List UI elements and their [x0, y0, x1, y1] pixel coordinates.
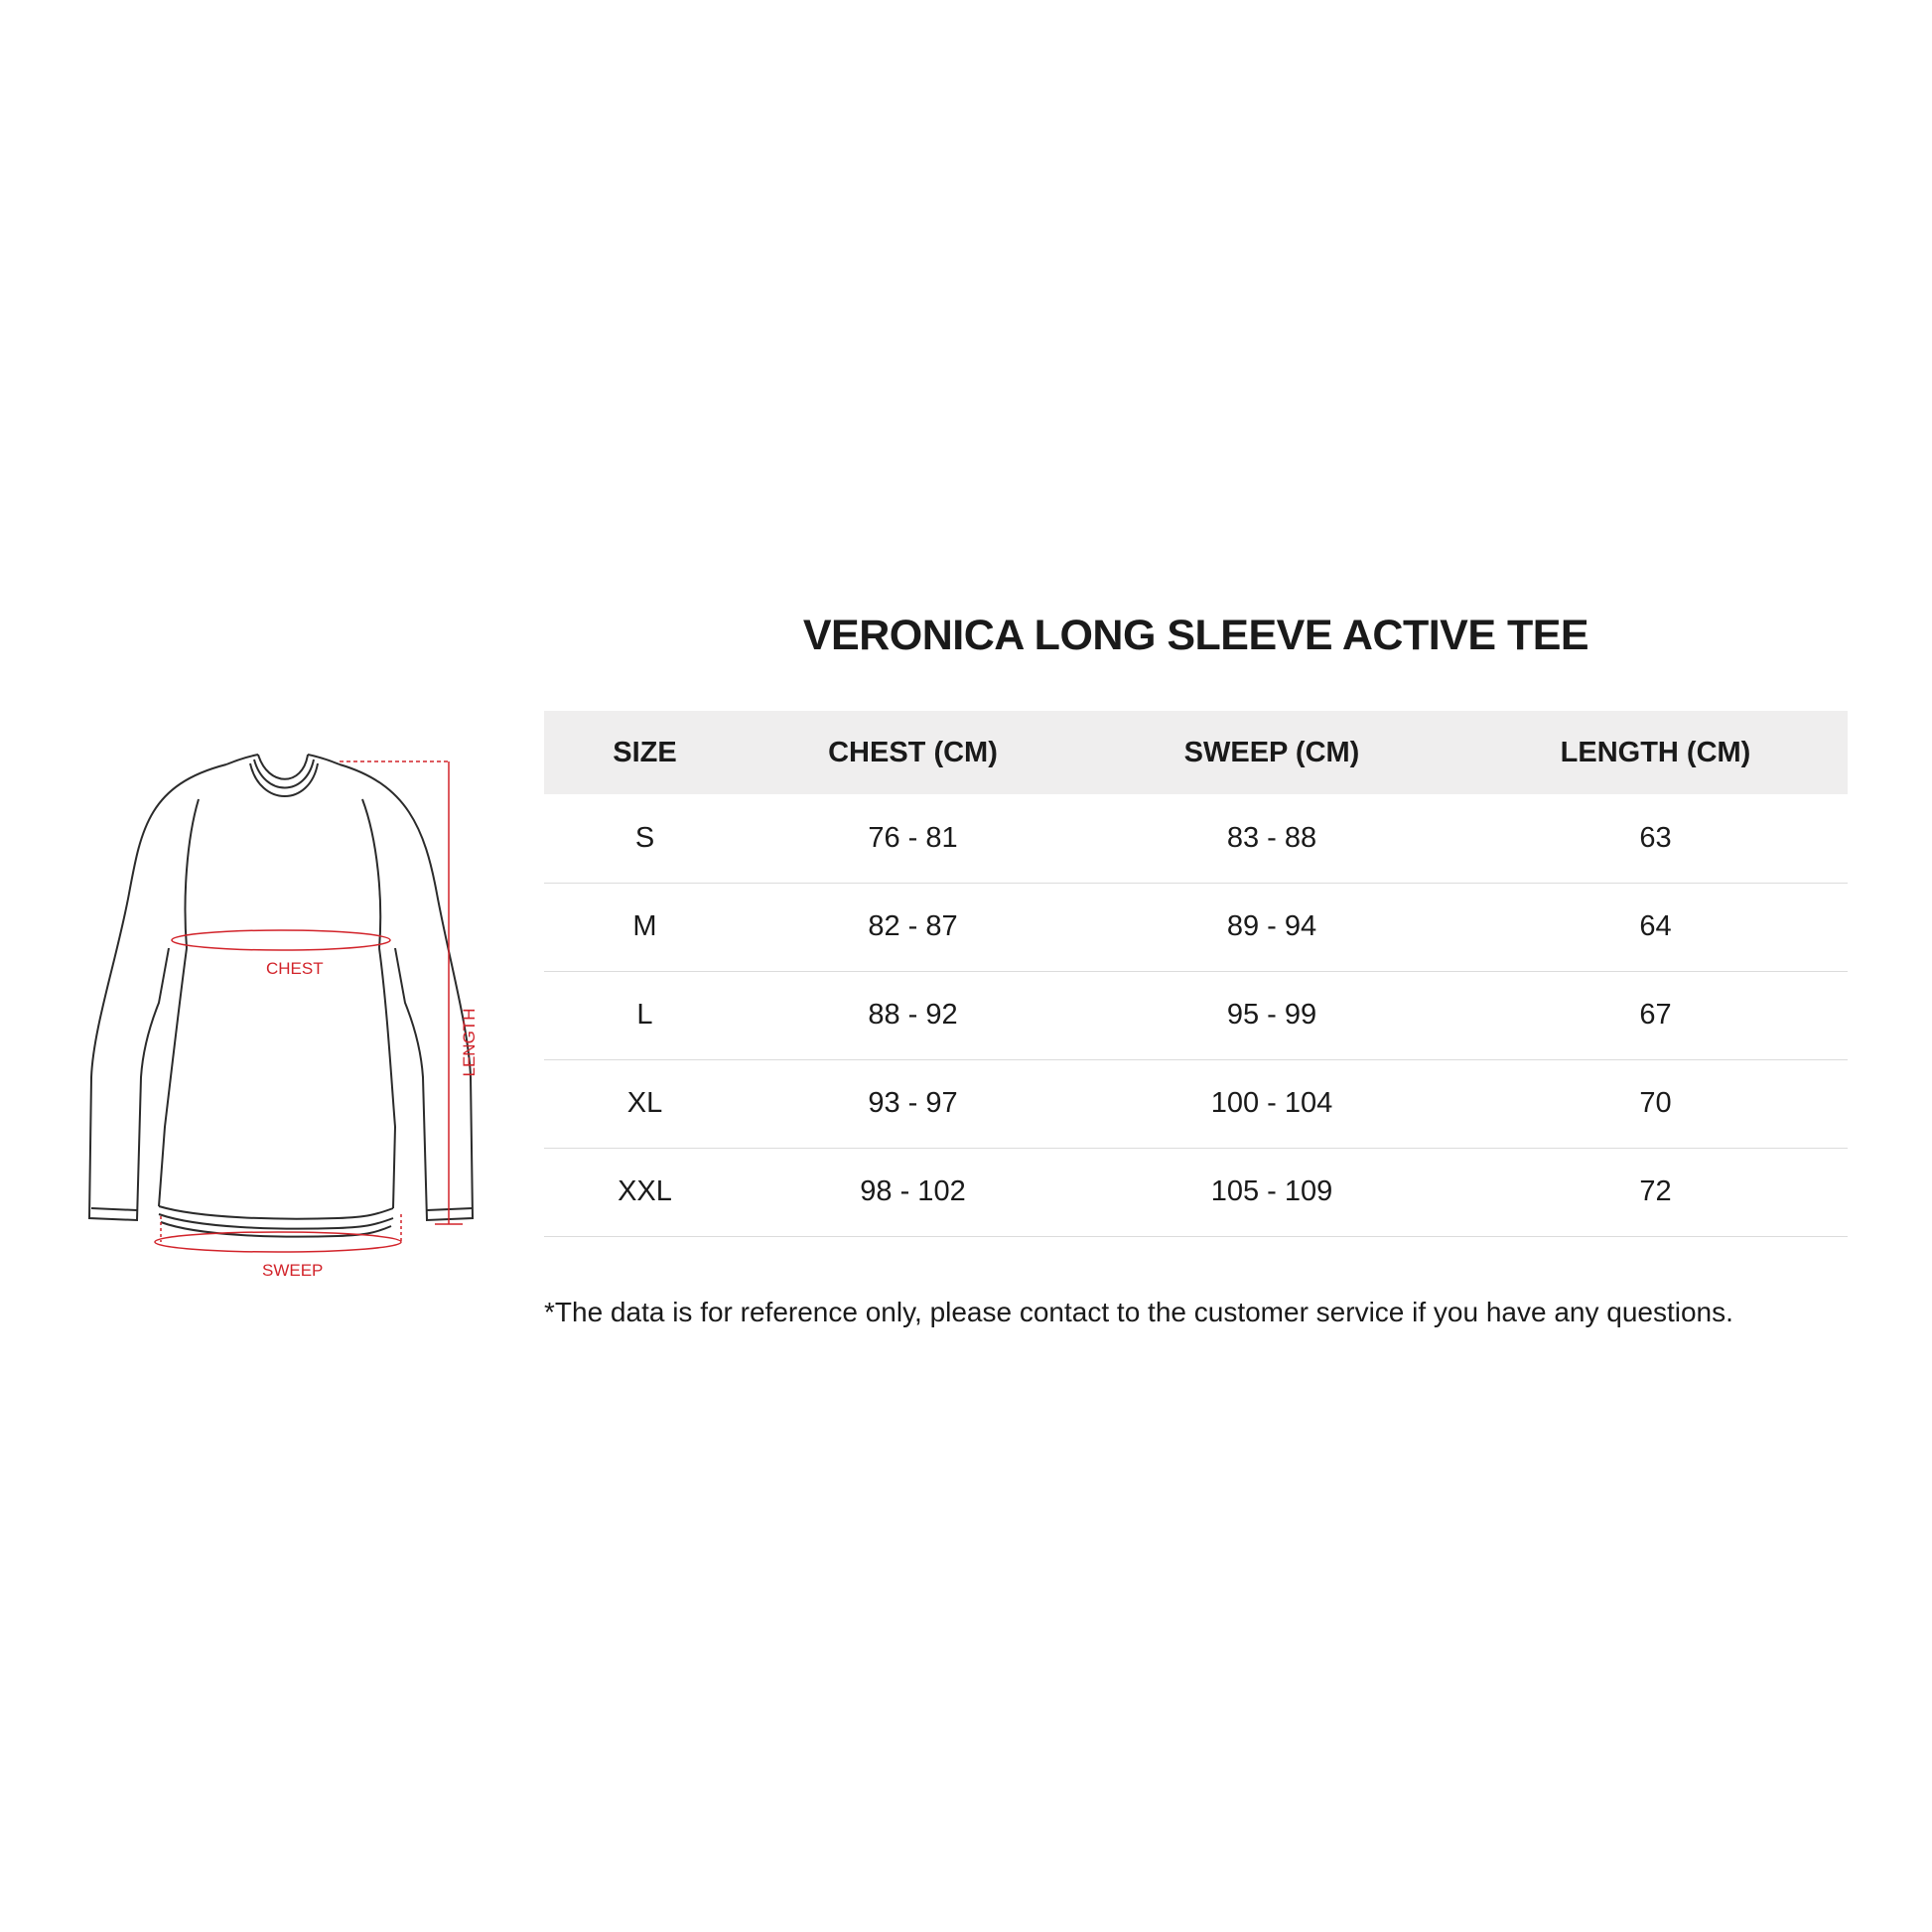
cell-length: 67	[1639, 999, 1672, 1031]
table-row	[544, 883, 1848, 971]
cell-chest: 93 - 97	[868, 1087, 958, 1119]
size-chart-table	[544, 711, 1848, 1237]
cell-sweep: 83 - 88	[1226, 821, 1317, 854]
cell-size: L	[636, 999, 653, 1031]
cell-chest: 76 - 81	[868, 821, 958, 854]
chest-measure-ellipse	[172, 930, 390, 950]
cell-sweep: 100 - 104	[1210, 1087, 1333, 1119]
cell-chest: 82 - 87	[868, 910, 958, 942]
measurement-guides	[155, 761, 463, 1252]
header-chest: CHEST (CM)	[828, 736, 998, 768]
table-row	[544, 1059, 1848, 1148]
cell-sweep: 95 - 99	[1226, 999, 1317, 1031]
cell-length: 64	[1639, 910, 1672, 942]
chest-label: CHEST	[266, 959, 324, 978]
cell-length: 72	[1639, 1175, 1672, 1207]
table-row	[544, 971, 1848, 1059]
cell-size: XXL	[618, 1175, 672, 1207]
header-length: LENGTH (CM)	[1560, 736, 1751, 768]
cell-size: M	[632, 910, 657, 942]
table-row	[544, 794, 1848, 883]
length-label: LENGTH	[460, 1008, 479, 1077]
page-title: VERONICA LONG SLEEVE ACTIVE TEE	[802, 612, 1589, 659]
cell-length: 70	[1639, 1087, 1672, 1119]
sweep-measure-ellipse	[155, 1232, 401, 1252]
garment-diagram	[79, 750, 496, 1306]
header-sweep: SWEEP (CM)	[1183, 736, 1360, 768]
long-sleeve-tee-illustration	[79, 750, 496, 1306]
table-header-row	[544, 711, 1848, 794]
cell-size: XL	[626, 1087, 663, 1119]
table-row	[544, 1148, 1848, 1236]
cell-chest: 88 - 92	[868, 999, 958, 1031]
sweep-label: SWEEP	[262, 1261, 324, 1280]
cell-chest: 98 - 102	[860, 1175, 966, 1207]
header-size: SIZE	[613, 736, 677, 768]
cell-sweep: 89 - 94	[1226, 910, 1317, 942]
shirt-outline	[89, 755, 473, 1237]
cell-size: S	[634, 821, 655, 854]
reference-note: *The data is for reference only, please contact to the customer service if you have any questions.	[544, 1297, 1733, 1327]
cell-length: 63	[1639, 821, 1672, 854]
cell-sweep: 105 - 109	[1210, 1175, 1333, 1207]
